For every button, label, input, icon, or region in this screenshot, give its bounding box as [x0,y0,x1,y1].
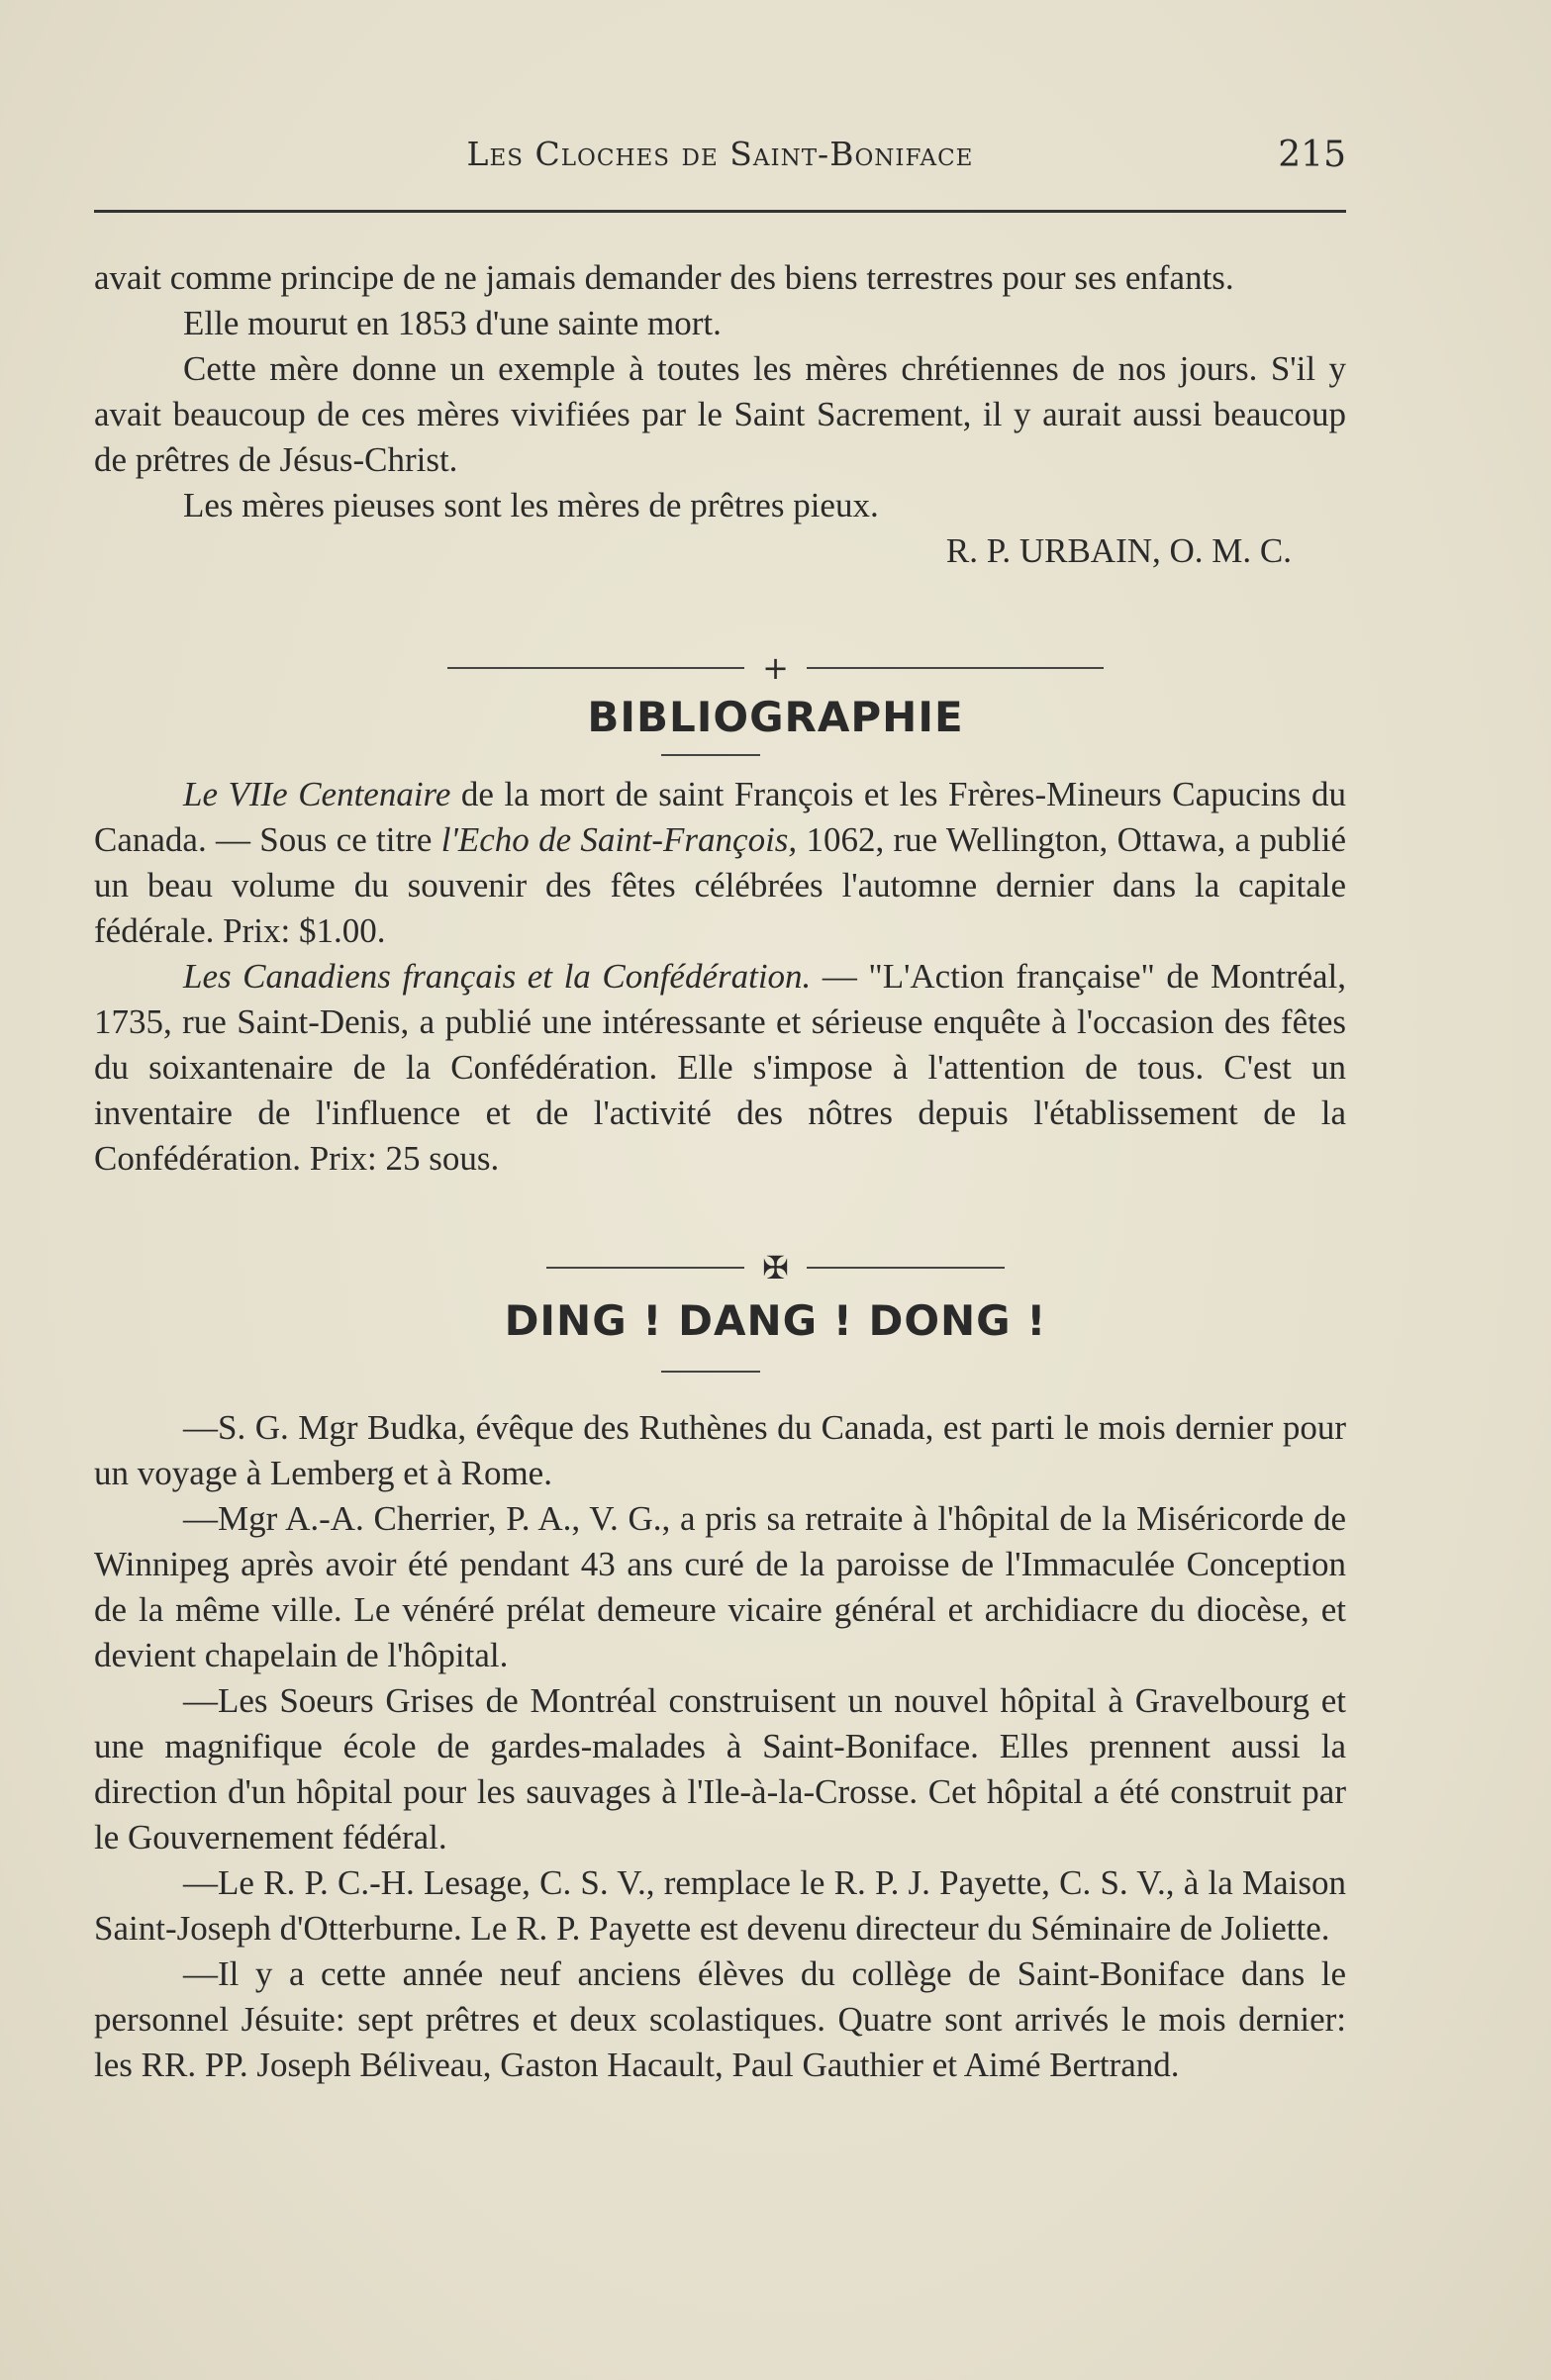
separator-line [807,1267,1005,1269]
entry-title: l'Echo de Saint-François, [440,820,798,859]
news-item: —Le R. P. C.-H. Lesage, C. S. V., remplace le R. P. J. Payette, C. S. V., à la Maison Saint-Joseph d'Otterburne. Le R. P. Payette est devenu directeur du Séminaire de Joliette. [94,1863,1346,1948]
intro-paragraph: avait comme principe de ne jamais demander des biens terrestres pour ses enfants. [94,258,1234,297]
entry-title: Le VIIe Centenaire [183,775,451,813]
bibliography-entry [94,772,1346,954]
news-section [94,1405,1346,2088]
bibliographie-section [94,772,1346,1182]
news-item: —Les Soeurs Grises de Montréal construisent un nouvel hôpital à Gravelbourg et une magnifique école de gardes-malades à Saint-Boniface. Elles prennent aussi la direction d'un hôpital pour les sauvages à l'Ile-à-la-Crosse. Cet hôpital a été construit par le Gouvernement fédéral. [94,1681,1346,1856]
intro-section [94,255,1346,574]
page-number: 215 [1278,135,1346,175]
running-header [94,127,1346,186]
section-title-ding-dang-dong: DING ! DANG ! DONG ! [504,1296,1047,1345]
intro-paragraph: Les mères pieuses sont les mères de prêtres pieux. [183,486,879,524]
separator [0,1249,1551,1286]
news-item: —Mgr A.-A. Cherrier, P. A., V. G., a pris sa retraite à l'hôpital de la Miséricorde de Winnipeg après avoir été pendant 43 ans curé de la paroisse de l'Immaculée Conception de la même ville. Le vénéré prélat demeure vicaire général et archidiacre du diocèse, et devient chapelain de l'hôpital. [94,1499,1346,1674]
separator [0,649,1551,687]
heading-underline [661,1371,760,1373]
separator-line [546,1267,744,1269]
separator-line [807,667,1104,669]
header-rule [94,210,1346,213]
news-item: —S. G. Mgr Budka, évêque des Ruthènes du Canada, est parti le mois dernier pour un voyage à Lemberg et à Rome. [94,1408,1346,1492]
running-title: Les Cloches de Saint-Boniface [466,135,974,173]
bibliography-entry [94,954,1346,1182]
entry-title: Les Canadiens français et la Confédération. [183,957,812,996]
cross-icon: + [762,649,789,687]
news-item: —Il y a cette année neuf anciens élèves du collège de Saint-Boniface dans le personnel Jésuite: sept prêtres et deux scolastiques. Quatre sont arrivés le mois dernier: les RR. PP. Joseph Béliveau, Gaston Hacault, Paul Gauthier et Aimé Bertrand. [94,1954,1346,2084]
heading-underline [661,754,760,756]
intro-paragraph: Elle mourut en 1853 d'une sainte mort. [183,304,722,342]
signature: R. P. URBAIN, O. M. C. [945,531,1292,570]
intro-paragraph: Cette mère donne un exemple à toutes les mères chrétiennes de nos jours. S'il y avait beaucoup de ces mères vivifiées par le Saint Sacrement, il y aurait aussi beaucoup de prêtres de Jésus-Christ. [94,349,1346,479]
entry-text: de la mort de saint François et les Frères-Mineurs Capucins du Canada. — Sous ce titre [94,775,1346,859]
maltese-cross-icon: ✠ [762,1249,789,1286]
section-title-bibliographie: BIBLIOGRAPHIE [587,693,964,741]
entry-text: — "L'Action française" de Montréal, 1735, rue Saint-Denis, a publié une intéressante et sérieuse enquête à l'occasion des fêtes du soixantenaire de la Confédération. Elle s'impose à l'attention de tous. C'est un inventaire de l'influence et de l'activité des nôtres depuis l'établissement de la Confédération. Prix: 25 sous. [94,957,1346,1178]
separator-line [447,667,744,669]
entry-text: 1062, rue Wellington, Ottawa, a publié un beau volume du souvenir des fêtes célébrées l'automne dernier dans la capitale fédérale. Prix: $1.00. [94,820,1346,950]
